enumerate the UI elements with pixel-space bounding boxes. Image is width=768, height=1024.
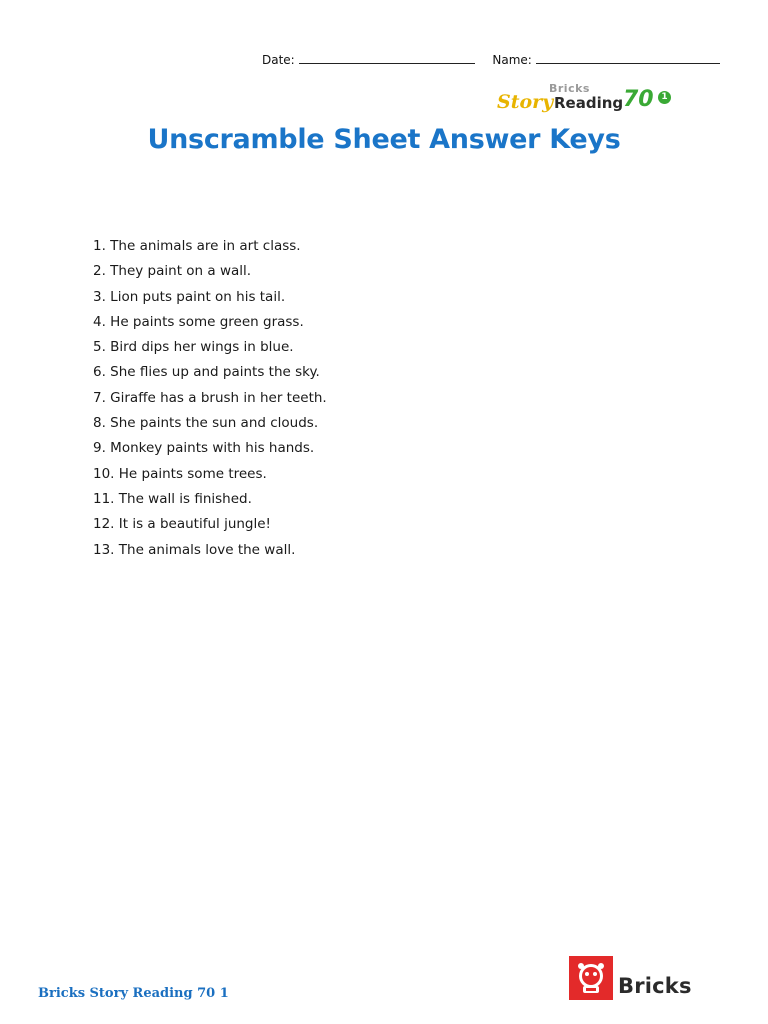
- name-label: Name:: [492, 53, 532, 67]
- name-blank-line: [536, 53, 720, 64]
- answer-item: 4. He paints some green grass.: [93, 313, 304, 330]
- bricks-footer-logo: [569, 956, 694, 1002]
- logo-reading-text: Reading: [554, 94, 624, 112]
- bricks-mascot-icon: [569, 956, 613, 1000]
- logo-number-text: 70: [623, 87, 654, 112]
- answer-item: 8. She paints the sun and clouds.: [93, 415, 319, 432]
- answer-item: 9. Monkey paints with his hands.: [93, 440, 315, 457]
- answer-item: 12. It is a beautiful jungle!: [93, 516, 271, 533]
- logo-bricks-text: Bricks: [549, 82, 590, 95]
- answer-item: 2. They paint on a wall.: [93, 263, 252, 280]
- footer-series-text: Bricks Story Reading 70 1: [38, 986, 229, 1001]
- answer-item: 11. The wall is finished.: [93, 490, 252, 507]
- date-label: Date:: [262, 53, 295, 67]
- date-field: [262, 53, 475, 67]
- answer-list: [93, 236, 327, 565]
- answer-item: 5. Bird dips her wings in blue.: [93, 339, 294, 356]
- date-blank-line: [299, 53, 475, 64]
- page-title: Unscramble Sheet Answer Keys: [147, 124, 621, 155]
- story-reading-logo: [497, 82, 677, 116]
- header-fields: [262, 53, 734, 67]
- answer-item: 6. She flies up and paints the sky.: [93, 364, 320, 381]
- bricks-brand-word: Bricks: [618, 974, 692, 998]
- logo-story-text: Story: [497, 91, 554, 113]
- answer-item: 10. He paints some trees.: [93, 465, 267, 482]
- name-field: [492, 53, 719, 67]
- answer-item: 13. The animals love the wall.: [93, 541, 296, 558]
- answer-item: 3. Lion puts paint on his tail.: [93, 288, 286, 305]
- answer-item: 1. The animals are in art class.: [93, 238, 301, 254]
- logo-level-badge: 1: [658, 91, 671, 104]
- answer-item: 7. Giraffe has a brush in her teeth.: [93, 389, 327, 406]
